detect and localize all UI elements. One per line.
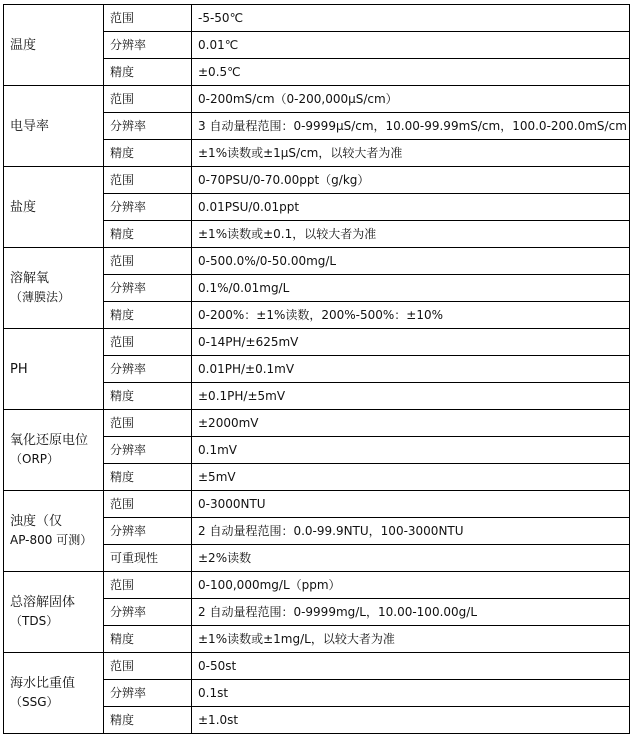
parameter-name-cell xyxy=(4,248,104,329)
spec-label: 范围 xyxy=(104,5,192,32)
spec-value: 0.1st xyxy=(192,680,630,707)
parameter-name: 电导率 xyxy=(10,118,50,134)
spec-value: 0-200mS/cm（0-200,000μS/cm） xyxy=(192,86,630,113)
spec-value: 0-500.0%/0-50.00mg/L xyxy=(192,248,630,275)
spec-table-body xyxy=(4,5,630,734)
spec-value: 0-70PSU/0-70.00ppt（g/kg） xyxy=(192,167,630,194)
spec-value: 0-50st xyxy=(192,653,630,680)
spec-label: 精度 xyxy=(104,59,192,86)
table-row xyxy=(4,248,630,275)
parameter-name-cell xyxy=(4,329,104,410)
parameter-name: 浊度（仅 xyxy=(10,514,63,529)
spec-value: ±1%读数或±1mg/L，以较大者为准 xyxy=(192,626,630,653)
spec-value: 0-200%：±1%读数，200%-500%：±10% xyxy=(192,302,630,329)
spec-label: 分辨率 xyxy=(104,194,192,221)
table-row xyxy=(4,167,630,194)
spec-label: 范围 xyxy=(104,167,192,194)
spec-value: 0.01PSU/0.01ppt xyxy=(192,194,630,221)
spec-label: 分辨率 xyxy=(104,437,192,464)
spec-label: 范围 xyxy=(104,410,192,437)
spec-label: 精度 xyxy=(104,464,192,491)
spec-value: -5-50℃ xyxy=(192,5,630,32)
spec-label: 精度 xyxy=(104,707,192,734)
spec-label: 分辨率 xyxy=(104,356,192,383)
parameter-name: 海水比重值 xyxy=(10,676,76,691)
spec-label: 范围 xyxy=(104,572,192,599)
spec-value: 2 自动量程范围：0-9999mg/L，10.00-100.00g/L xyxy=(192,599,630,626)
spec-label: 分辨率 xyxy=(104,518,192,545)
parameter-name-cell xyxy=(4,653,104,734)
parameter-name-cell xyxy=(4,167,104,248)
table-row xyxy=(4,86,630,113)
parameter-name: 盐度 xyxy=(10,199,37,215)
spec-label: 可重现性 xyxy=(104,545,192,572)
spec-value: ±0.1PH/±5mV xyxy=(192,383,630,410)
spec-value: 0-3000NTU xyxy=(192,491,630,518)
spec-value: 3 自动量程范围：0-9999μS/cm，10.00-99.99mS/cm，100.0-200.0mS/cm xyxy=(192,113,630,140)
parameter-name-cell xyxy=(4,491,104,572)
parameter-name-note: （SSG） xyxy=(10,695,59,709)
spec-value: 0-14PH/±625mV xyxy=(192,329,630,356)
spec-label: 分辨率 xyxy=(104,32,192,59)
parameter-name-cell xyxy=(4,86,104,167)
parameter-name: 总溶解固体 xyxy=(10,595,76,610)
table-row xyxy=(4,329,630,356)
parameter-name-cell xyxy=(4,572,104,653)
spec-value: 0.01PH/±0.1mV xyxy=(192,356,630,383)
spec-label: 范围 xyxy=(104,491,192,518)
parameter-name-cell xyxy=(4,5,104,86)
parameter-name-note: （ORP） xyxy=(10,452,60,466)
spec-value: ±1%读数或±0.1，以较大者为准 xyxy=(192,221,630,248)
spec-label: 分辨率 xyxy=(104,113,192,140)
spec-label: 分辨率 xyxy=(104,680,192,707)
parameter-name: PH xyxy=(10,361,28,377)
table-row xyxy=(4,410,630,437)
parameter-name: 温度 xyxy=(10,37,37,53)
spec-value: ±2000mV xyxy=(192,410,630,437)
spec-label: 范围 xyxy=(104,653,192,680)
table-row xyxy=(4,5,630,32)
spec-label: 精度 xyxy=(104,302,192,329)
parameter-name: 氧化还原电位 xyxy=(10,433,89,448)
parameter-name-note: AP-800 可测） xyxy=(10,533,93,547)
spec-label: 精度 xyxy=(104,221,192,248)
spec-label: 精度 xyxy=(104,140,192,167)
spec-value: ±1%读数或±1μS/cm，以较大者为准 xyxy=(192,140,630,167)
parameter-name-note: （薄膜法） xyxy=(10,290,71,304)
spec-label: 范围 xyxy=(104,248,192,275)
spec-table xyxy=(3,4,630,734)
parameter-name-note: （TDS） xyxy=(10,614,59,628)
spec-label: 分辨率 xyxy=(104,275,192,302)
spec-value: 0-100,000mg/L（ppm） xyxy=(192,572,630,599)
spec-value: 0.01℃ xyxy=(192,32,630,59)
spec-value: ±2%读数 xyxy=(192,545,630,572)
parameter-name-cell xyxy=(4,410,104,491)
parameter-name: 溶解氧 xyxy=(10,271,50,286)
spec-label: 精度 xyxy=(104,626,192,653)
spec-value: ±1.0st xyxy=(192,707,630,734)
spec-value: ±0.5℃ xyxy=(192,59,630,86)
table-row xyxy=(4,572,630,599)
spec-value: 0.1mV xyxy=(192,437,630,464)
spec-value: 0.1%/0.01mg/L xyxy=(192,275,630,302)
spec-label: 精度 xyxy=(104,383,192,410)
spec-value: 2 自动量程范围：0.0-99.9NTU，100-3000NTU xyxy=(192,518,630,545)
table-row xyxy=(4,653,630,680)
spec-label: 分辨率 xyxy=(104,599,192,626)
spec-label: 范围 xyxy=(104,329,192,356)
spec-label: 范围 xyxy=(104,86,192,113)
spec-value: ±5mV xyxy=(192,464,630,491)
table-row xyxy=(4,491,630,518)
